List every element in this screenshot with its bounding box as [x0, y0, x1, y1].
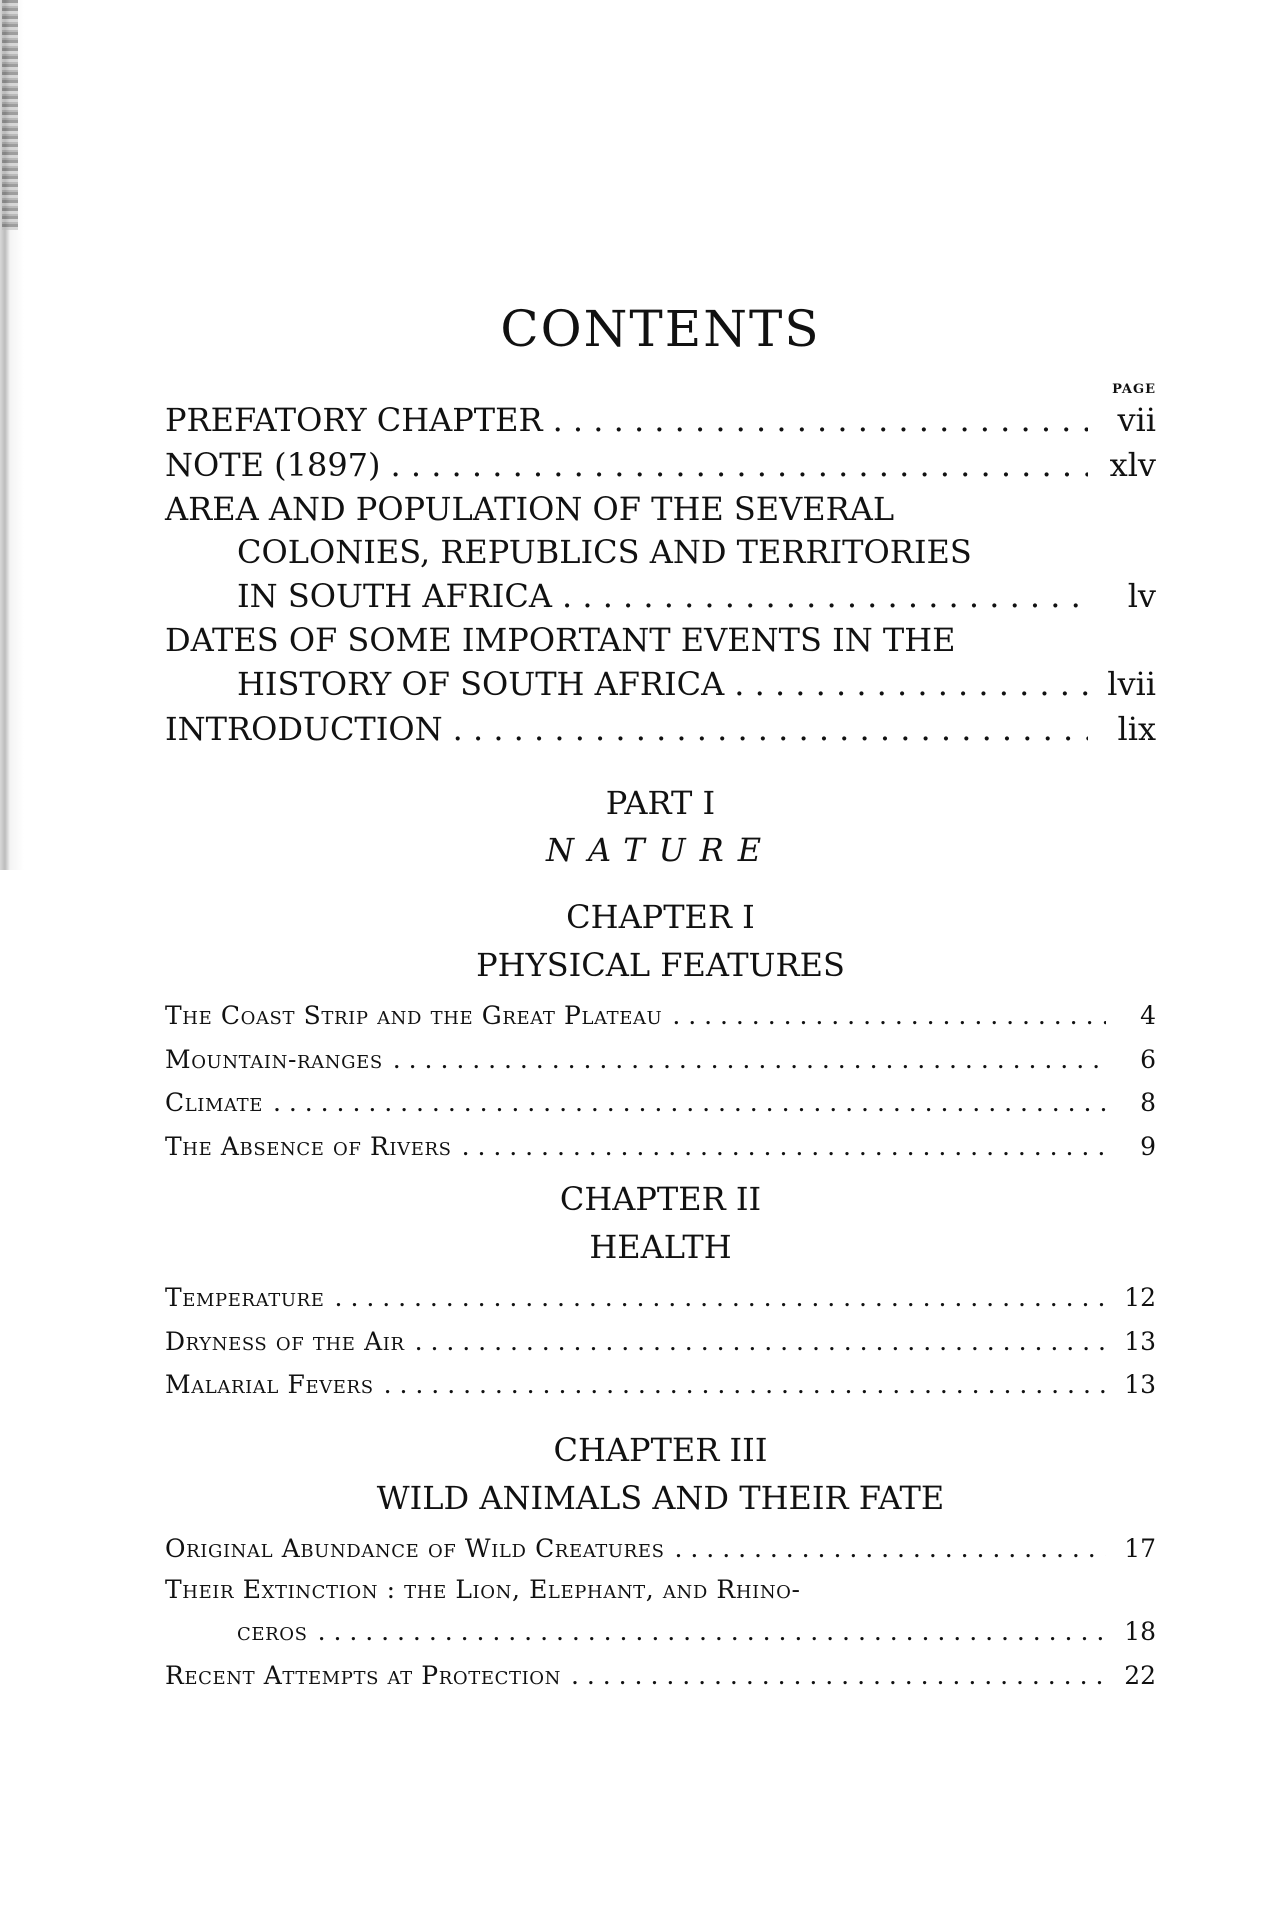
toc-entry-dates[interactable] — [165, 619, 1156, 707]
dot-leader — [318, 1610, 1106, 1654]
scanned-page-edge — [0, 0, 48, 870]
section-title: Recent Attempts at Protection — [165, 1660, 561, 1690]
section-page: 12 — [1124, 1283, 1156, 1312]
section-title: The Coast Strip and the Great Plateau — [165, 1001, 663, 1030]
toc-section[interactable] — [165, 1276, 1156, 1320]
section-page: 22 — [1124, 1660, 1156, 1690]
section-page: 18 — [1124, 1617, 1156, 1646]
section-page: 13 — [1124, 1370, 1156, 1399]
toc-section[interactable] — [165, 1081, 1156, 1125]
chapter-label: CHAPTER II — [559, 1180, 762, 1218]
dot-leader — [571, 1654, 1106, 1698]
chapter-title: PHYSICAL FEATURES — [476, 946, 845, 984]
section-page: 17 — [1124, 1533, 1156, 1563]
toc-section[interactable] — [165, 1654, 1156, 1698]
contents-page — [165, 300, 1156, 1697]
entry-title-line1: DATES OF SOME IMPORTANT EVENTS IN THE — [165, 621, 956, 659]
toc-section[interactable] — [165, 1320, 1156, 1364]
chapter-title: HEALTH — [589, 1228, 732, 1266]
section-title: Dryness of the Air — [165, 1326, 405, 1356]
section-page: 4 — [1140, 1001, 1156, 1030]
chapter-label: CHAPTER III — [553, 1430, 768, 1469]
section-page: 13 — [1124, 1326, 1156, 1356]
dot-leader — [675, 1527, 1106, 1571]
toc-entry-note[interactable] — [165, 443, 1156, 488]
toc-entry-area-population[interactable] — [165, 488, 1156, 619]
dot-leader — [734, 662, 1088, 707]
entry-title: INTRODUCTION — [165, 710, 443, 748]
entry-title-line2: HISTORY OF SOUTH AFRICA — [237, 665, 725, 703]
dot-leader — [384, 1363, 1106, 1407]
section-page: 9 — [1140, 1131, 1156, 1161]
entry-title-line2: COLONIES, REPUBLICS AND TERRITORIES — [237, 533, 972, 571]
dot-leader — [335, 1276, 1106, 1320]
entry-title: PREFATORY CHAPTER — [165, 401, 543, 439]
toc-section[interactable] — [165, 994, 1156, 1038]
entry-page: lv — [1127, 577, 1156, 615]
section-title-line1: Their Extinction : the Lion, Elephant, and Rhino- — [165, 1575, 801, 1604]
toc-section[interactable] — [165, 1038, 1156, 1082]
section-page: 6 — [1140, 1044, 1156, 1074]
section-title-line2: ceros — [237, 1617, 308, 1646]
section-title: Temperature — [165, 1283, 325, 1312]
toc-section-multiline[interactable] — [165, 1570, 1156, 1654]
page-title: CONTENTS — [500, 300, 821, 358]
part-label: PART I — [605, 784, 716, 822]
toc-entry-introduction[interactable] — [165, 707, 1156, 752]
entry-page: lix — [1117, 710, 1156, 748]
section-title: Malarial Fevers — [165, 1370, 374, 1399]
dot-leader — [562, 574, 1088, 619]
entry-page: lvii — [1107, 665, 1156, 703]
entry-page: vii — [1117, 401, 1156, 439]
dot-leader — [391, 443, 1088, 488]
section-title: Climate — [165, 1088, 263, 1117]
chapter-title: WILD ANIMALS AND THEIR FATE — [376, 1478, 945, 1517]
entry-title: NOTE (1897) — [165, 446, 381, 484]
section-page: 8 — [1140, 1088, 1156, 1117]
entry-title-line1: AREA AND POPULATION OF THE SEVERAL — [165, 490, 895, 528]
dot-leader — [415, 1320, 1106, 1364]
dot-leader — [672, 994, 1106, 1038]
dot-leader — [453, 707, 1088, 752]
part-title: NATURE — [545, 831, 776, 869]
section-title: Mountain-ranges — [165, 1044, 383, 1074]
page-column-label: PAGE — [1112, 382, 1156, 397]
toc-section[interactable] — [165, 1363, 1156, 1407]
toc-section[interactable] — [165, 1125, 1156, 1169]
section-title: Original Abundance of Wild Creatures — [165, 1533, 665, 1563]
dot-leader — [273, 1081, 1106, 1125]
chapter-label: CHAPTER I — [566, 898, 755, 936]
dot-leader — [393, 1038, 1106, 1082]
toc-entry-prefatory[interactable] — [165, 398, 1156, 443]
dot-leader — [462, 1125, 1106, 1169]
section-title: The Absence of Rivers — [165, 1131, 452, 1161]
entry-page: xlv — [1109, 446, 1156, 484]
toc-section[interactable] — [165, 1527, 1156, 1571]
dot-leader — [553, 398, 1088, 443]
entry-title-line3: IN SOUTH AFRICA — [237, 577, 552, 615]
